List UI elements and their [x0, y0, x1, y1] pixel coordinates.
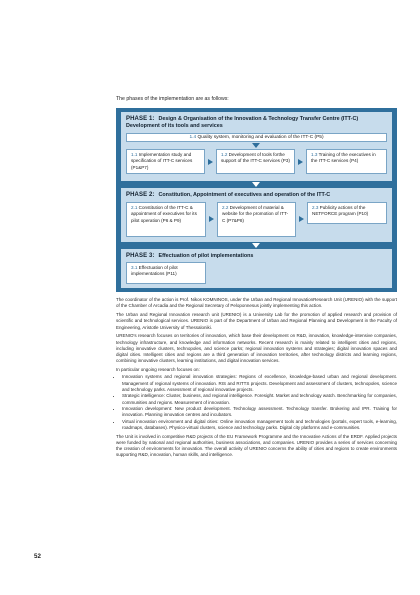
arrow-right-icon: [299, 216, 304, 222]
arrow-right-icon: [209, 216, 214, 222]
phase-2-label: PHASE 2:: [126, 192, 155, 198]
paragraph: The Unit is involved in competitive R&D projects of the EU Framework Programme and the Innovative Actions of the ERDF. Applied projects were funded by national and regional authorities, business associations, and companies. URENIO provides a series of services concerning the creation of environments for innovation. The overall activity of URENIO concerns the ability of cities and regions to create environments supporting R&D, innovation, human skills, and intelligence.: [116, 433, 397, 458]
phase-1-title: [126, 116, 388, 130]
item-text: Training of the executives in the ITT-C services (P4): [311, 152, 376, 164]
item-num: 2.2: [222, 205, 229, 210]
phase-1-top-num: 1.4: [189, 135, 197, 140]
item-text: Implementation study and specification of ITT-C services (P1&P7): [131, 152, 193, 170]
phase-3-label: PHASE 3:: [126, 253, 155, 259]
item-num: 1.3: [311, 152, 318, 157]
phase-2-item-1: [126, 202, 206, 237]
research-focus-list: [116, 374, 397, 431]
item-text: Development of tools forthe support of the ITT-C services (P3): [221, 152, 290, 164]
phase-1-top-text: Quality system, monitoring and evaluation of the ITT-C (P5): [197, 135, 324, 140]
phase-2-item-2: [217, 202, 296, 237]
phase-2-item-3: [307, 202, 387, 224]
list-item: • Innovation systems and regional innovation strategies: Regions of excellence, knowledge-based urban and regional development. Management of regional systems of innovation. RIS and RITTS projects. Development and assessment of clusters, technopoles, science and technology parks. Assessment of regional innovative projects.: [122, 374, 397, 393]
list-item: • Virtual innovation environment and digital cities: Online innovation management tools and technologies (portals, expert tools, e-learning, roadmaps, databases). Physico-virtual clusters, science and technology parks. Digital city platforms and e-communities.: [122, 419, 397, 432]
phase-arrow-down-icon: [252, 182, 260, 187]
phase-2-title: [126, 192, 388, 199]
page-number: 52: [34, 553, 41, 560]
list-item: • Strategic intelligence: Cluster, business, and regional intelligence. Foresight. Market and technology watch. Benchmarking for companies, communities and regions. Measurement of innovation.: [122, 393, 397, 406]
phase-3-item-1: [126, 262, 206, 284]
item-text: Effectuation of pilot implementations (P11): [131, 265, 178, 277]
phase-1-quality-box: [126, 133, 387, 142]
implementation-phases-diagram: [116, 108, 397, 292]
phase-3-panel: [121, 249, 392, 288]
intro-text: The phases of the implementation are as follows:: [116, 96, 229, 102]
phase-2-heading: Constitution, Appointment of executives and operation of the ITT-C: [158, 192, 331, 198]
phase-1-item-2: [216, 149, 295, 174]
phase-arrow-down-icon: [252, 243, 260, 248]
item-num: 3.1: [131, 265, 138, 270]
body-text: [116, 297, 397, 461]
paragraph: URENIO's research focuses on territories of innovation, which base their development on R&D, innovation, knowledge-intensive companies, technology infrastructure, and knowledge and information networks. Recent research is mainly related to intelligent cities and regions, including innovative clusters, technopoles, and science parks; regional innovation systems and strategies; digital innovation spaces and digital cities. Intelligent cities and regions are a third generation of innovation territories, after technology districts and learning regions, combining innovative clusters, learning institutions, and digital innovation services.: [116, 333, 397, 364]
phase-1-item-3: [306, 149, 387, 174]
item-num: 2.3: [312, 205, 319, 210]
arrow-down-icon: [252, 143, 260, 148]
paragraph: The Urban and Regional Innovation research unit (URENIO) is a University Lab for the promotion of applied research and provision of scientific and technological services. URENIO is part of the Department of Urban and Regional Planning and Development in the Faculty of Engineering, Aristotle University of Thessaloniki.: [116, 311, 397, 330]
phase-1-heading: Design & Organisation of the Innovation & Technology Transfer Centre (ITT-C) Development of its tools and services: [126, 116, 359, 129]
paragraph: In particular ongoing research focuses on:: [116, 367, 200, 373]
arrow-right-icon: [208, 159, 213, 165]
item-num: 2.1: [131, 205, 138, 210]
list-item: • Innovation development: New product development. Technology assessment. Technology transfer. Brokering and IPR. Training for innovation. Planning innovation centres and incubators.: [122, 406, 397, 419]
phase-1-item-1: [126, 149, 205, 174]
item-num: 1.2: [221, 152, 228, 157]
item-text: Development of material & website for the promotion of ITT-C (P7&P8): [222, 205, 289, 223]
item-text: Constitution of the ITT-C & appointment of executives for its pilot operation (P6 & P9): [131, 205, 197, 223]
phase-1-label: PHASE 1:: [126, 116, 155, 122]
arrow-right-icon: [298, 159, 303, 165]
item-text: Publicity actions of the NETFORCE program (P10): [312, 205, 369, 217]
phase-1-panel: [121, 112, 392, 181]
paragraph: The coordinator of the action is Prof. Nikos KOMNINOS, under the Urban and Regional InnovationResearch Unit (URENIO) with the support of the Chamber of Arcadia and the Regional Secretary of Peloponnesus jointly implementing this action.: [116, 297, 397, 309]
item-num: 1.1: [131, 152, 138, 157]
phase-3-heading: Effectuation of pilot implementations: [158, 253, 254, 259]
phase-3-title: [126, 253, 388, 260]
phase-2-panel: [121, 188, 392, 242]
